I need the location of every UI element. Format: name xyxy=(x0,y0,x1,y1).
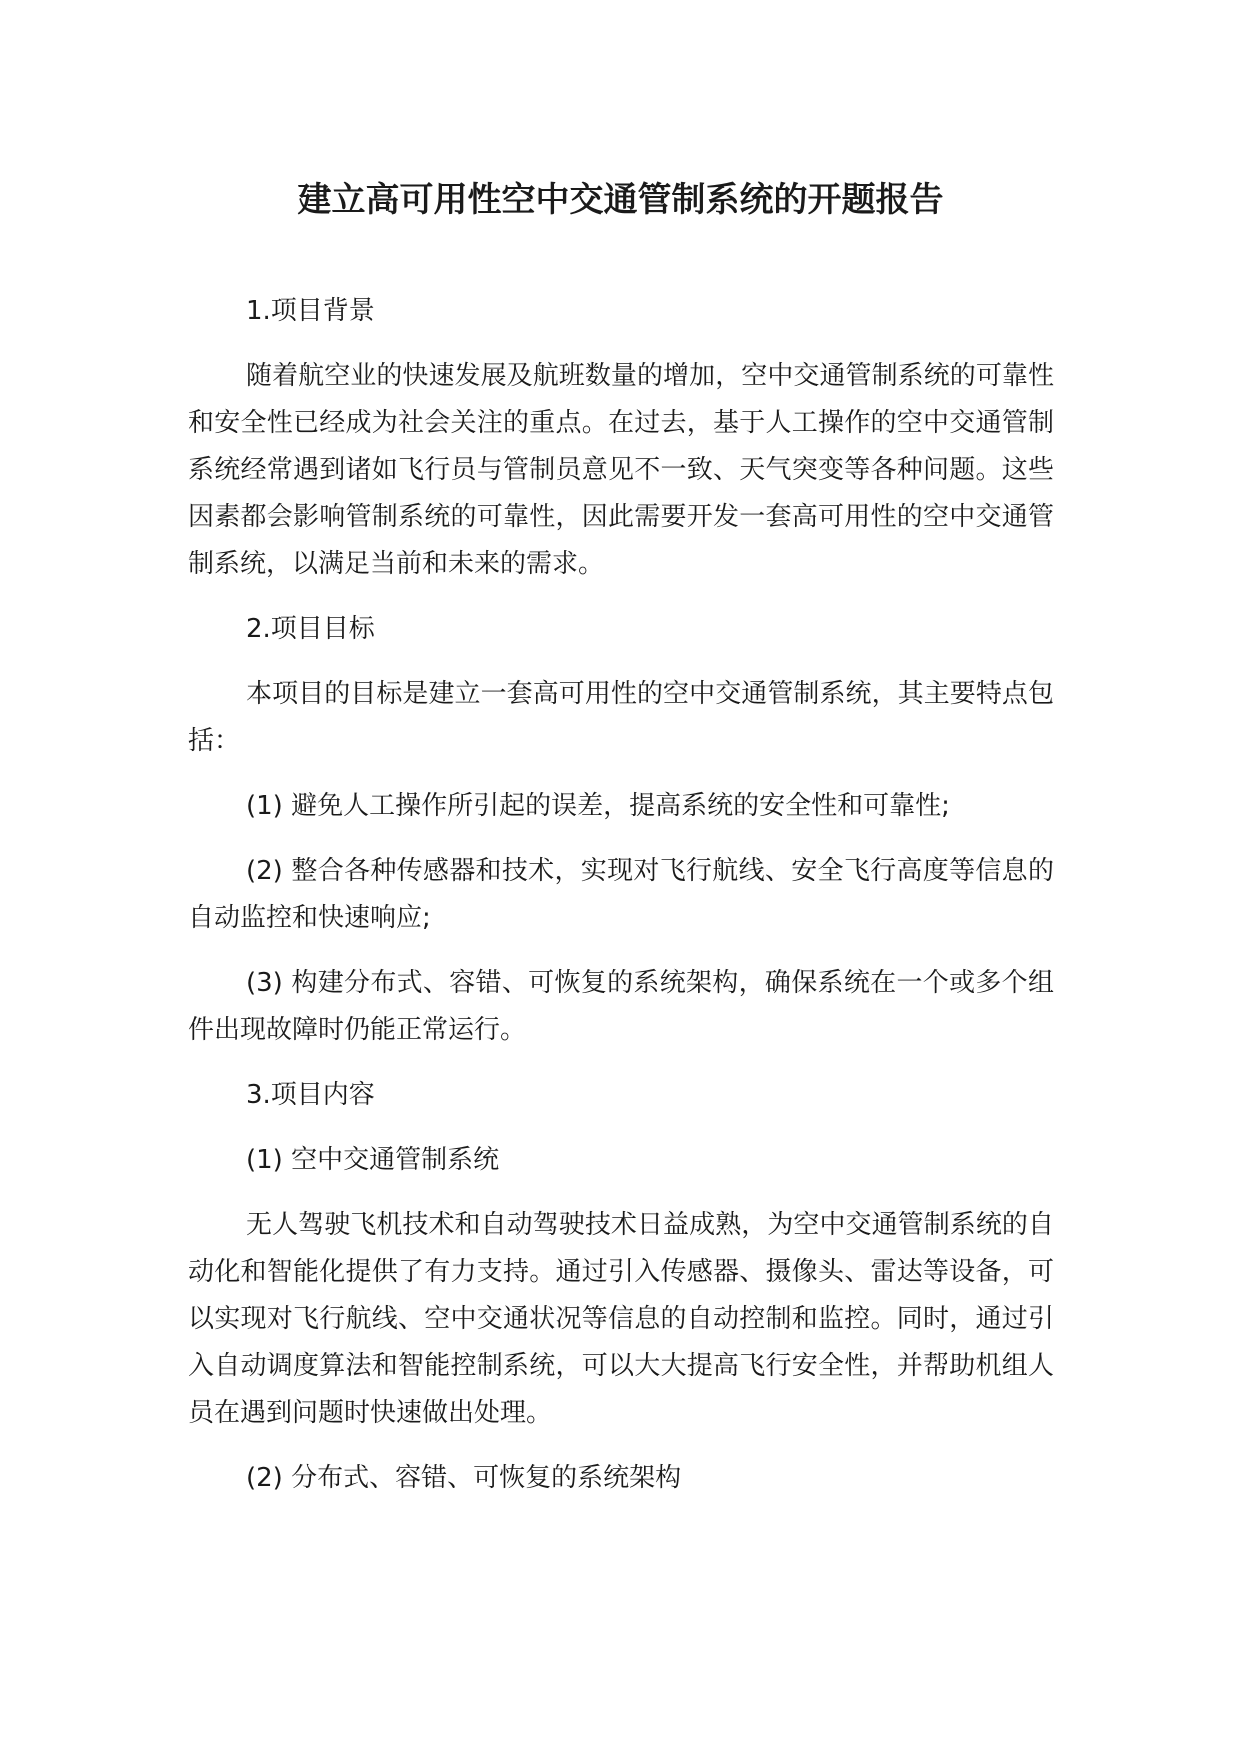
subheading-architecture: (2) 分布式、容错、可恢复的系统架构 xyxy=(246,1463,682,1493)
section-heading-background: 1.项目背景 xyxy=(246,296,375,326)
document-title: 建立高可用性空中交通管制系统的开题报告 xyxy=(297,180,944,220)
section-heading-content: 3.项目内容 xyxy=(246,1080,375,1110)
subheading-atc-system: (1) 空中交通管制系统 xyxy=(246,1145,500,1175)
goal-item-1: (1) 避免人工操作所引起的误差，提高系统的安全性和可靠性; xyxy=(246,791,950,821)
goal-item-3: (3) 构建分布式、容错、可恢复的系统架构，确保系统在一个或多个组件出现故障时仍能正常运行。 xyxy=(188,968,1054,1045)
section-heading-goals: 2.项目目标 xyxy=(246,614,375,644)
document-body xyxy=(188,288,1054,1520)
paragraph-goals-intro: 本项目的目标是建立一套高可用性的空中交通管制系统，其主要特点包括： xyxy=(188,679,1054,756)
paragraph-atc-system: 无人驾驶飞机技术和自动驾驶技术日益成熟，为空中交通管制系统的自动化和智能化提供了有力支持。通过引入传感器、摄像头、雷达等设备，可以实现对飞行航线、空中交通状况等信息的自动控制和监控。同时，通过引入自动调度算法和智能控制系统，可以大大提高飞行安全性，并帮助机组人员在遇到问题时快速做出处理。 xyxy=(188,1210,1054,1428)
paragraph-background: 随着航空业的快速发展及航班数量的增加，空中交通管制系统的可靠性和安全性已经成为社会关注的重点。在过去，基于人工操作的空中交通管制系统经常遇到诸如飞行员与管制员意见不一致、天气突变等各种问题。这些因素都会影响管制系统的可靠性，因此需要开发一套高可用性的空中交通管制系统，以满足当前和未来的需求。 xyxy=(188,361,1054,579)
goal-item-2: (2) 整合各种传感器和技术，实现对飞行航线、安全飞行高度等信息的自动监控和快速响应; xyxy=(188,856,1054,933)
